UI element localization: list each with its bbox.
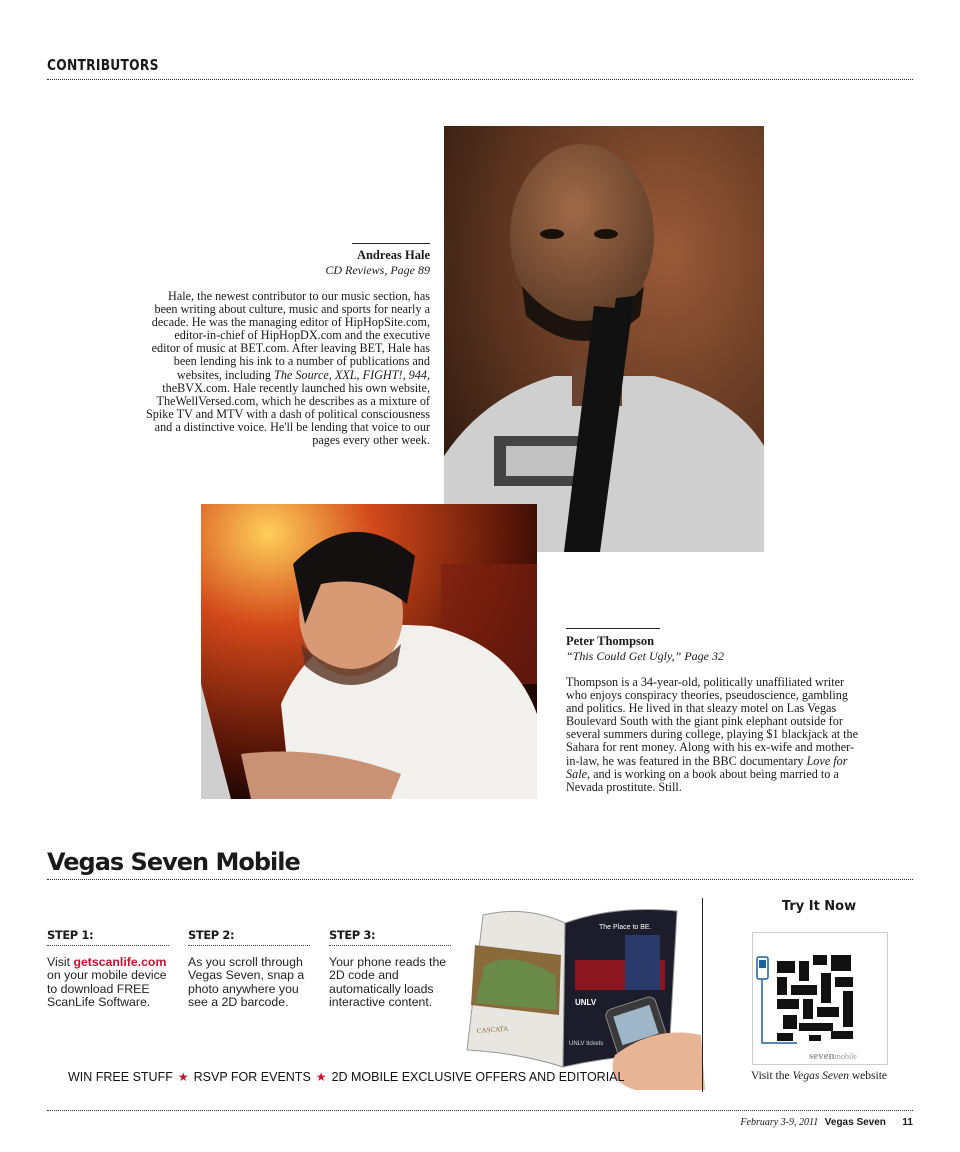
step-3-text: Your phone reads the 2D code and automatically loads interactive content.	[329, 955, 447, 1010]
magazine-ad-brand: UNLV	[575, 998, 597, 1007]
step-2-text: As you scroll through Vegas Seven, snap a photo anywhere you see a 2D barcode.	[188, 955, 305, 1010]
footer-divider	[47, 1110, 913, 1111]
star-icon: ★	[177, 1070, 189, 1084]
peter-thompson-name: Peter Thompson	[566, 634, 655, 648]
promo-bar	[68, 1070, 624, 1084]
step-1-text: Visit getscanlife.com on your mobile device to download FREE ScanLife Software.	[47, 955, 167, 1010]
peter-thompson-photo	[201, 504, 537, 799]
promo-item-exclusive-offers: 2D MOBILE EXCLUSIVE OFFERS AND EDITORIAL	[331, 1070, 625, 1084]
step-2-label: STEP 2:	[188, 928, 235, 942]
visit-website-caption: Visit the Vegas Seven website	[750, 1070, 888, 1082]
step-3	[329, 928, 457, 1010]
mobile-divider	[47, 879, 913, 880]
magazine-phone-illustration	[465, 905, 705, 1090]
step-1-rule	[47, 945, 169, 946]
try-divider	[702, 898, 703, 1092]
andreas-hale-rule	[352, 243, 430, 244]
peter-thompson-bio: Thompson is a 34-year-old, politically unaffiliated writer who enjoys conspiracy theories, pseudoscience, gambling and politics. He lived in that sleazy motel on Las Vegas Boulevard South with the giant pink elephant outside for several summers during college, playing $1 blackjack at the Sahara for rent money. Along with his ex-wife and mother-in-law, he was featured in the BBC documentary Love for Sale, and is working on a book about being married to a Nevada prostitute. Still.	[566, 675, 859, 794]
promo-item-rsvp: RSVP FOR EVENTS	[193, 1070, 311, 1084]
header-divider	[47, 79, 913, 80]
step-2-rule	[188, 945, 310, 946]
qr-code-icon	[777, 955, 853, 1041]
getscanlife-link[interactable]: getscanlife.com	[73, 955, 167, 969]
step-1-label: STEP 1:	[47, 928, 94, 942]
andreas-hale-bio: Hale, the newest contributor to our music section, has been writing about culture, music and sports for nearly a decade. He was the managing editor of HipHopSite.com, editor-in-chief of HipHopDX.com and the executive editor of music at BET.com. After leaving BET, Hale has been lending his ink to a number of publications and websites, including The Source, XXL, FIGHT!, 944, theBVX.com. Hale recently launched his own website, TheWellVersed.com, which he describes as a mixture of Spike TV and MTV with a dash of political consciousness and a distinctive voice. He'll be lending that voice to our pages every other week.	[146, 289, 431, 448]
andreas-hale-reference: CD Reviews, Page 89	[325, 263, 430, 277]
magazine-left-page-text: CASCATA	[476, 1024, 509, 1035]
page-number: 11	[902, 1117, 913, 1128]
star-icon: ★	[315, 1070, 327, 1084]
mobile-section-title: Vegas Seven Mobile	[47, 848, 300, 876]
peter-thompson-reference: “This Could Get Ugly,” Page 32	[566, 649, 725, 663]
andreas-hale-name: Andreas Hale	[356, 248, 430, 262]
page-footer	[740, 1117, 913, 1128]
footer-date: February 3-9, 2011	[740, 1117, 819, 1128]
footer-publication: Vegas Seven	[824, 1117, 886, 1128]
step-2	[188, 928, 316, 1010]
try-it-now-title: Try It Now	[781, 899, 857, 914]
peter-thompson-rule	[566, 628, 660, 629]
step-3-rule	[329, 945, 451, 946]
qr-brand: sevenmobile	[809, 1050, 857, 1062]
step-1	[47, 928, 175, 1010]
andreas-hale-photo	[444, 126, 764, 552]
magazine-ad-title: The Place to BE.	[599, 924, 652, 931]
step-3-label: STEP 3:	[329, 928, 376, 942]
qr-code-panel[interactable]	[752, 932, 888, 1065]
section-title: CONTRIBUTORS	[47, 56, 159, 74]
magazine-ad-footer: UNLV tickets	[569, 1041, 604, 1047]
promo-item-win-free-stuff: WIN FREE STUFF	[68, 1070, 173, 1084]
